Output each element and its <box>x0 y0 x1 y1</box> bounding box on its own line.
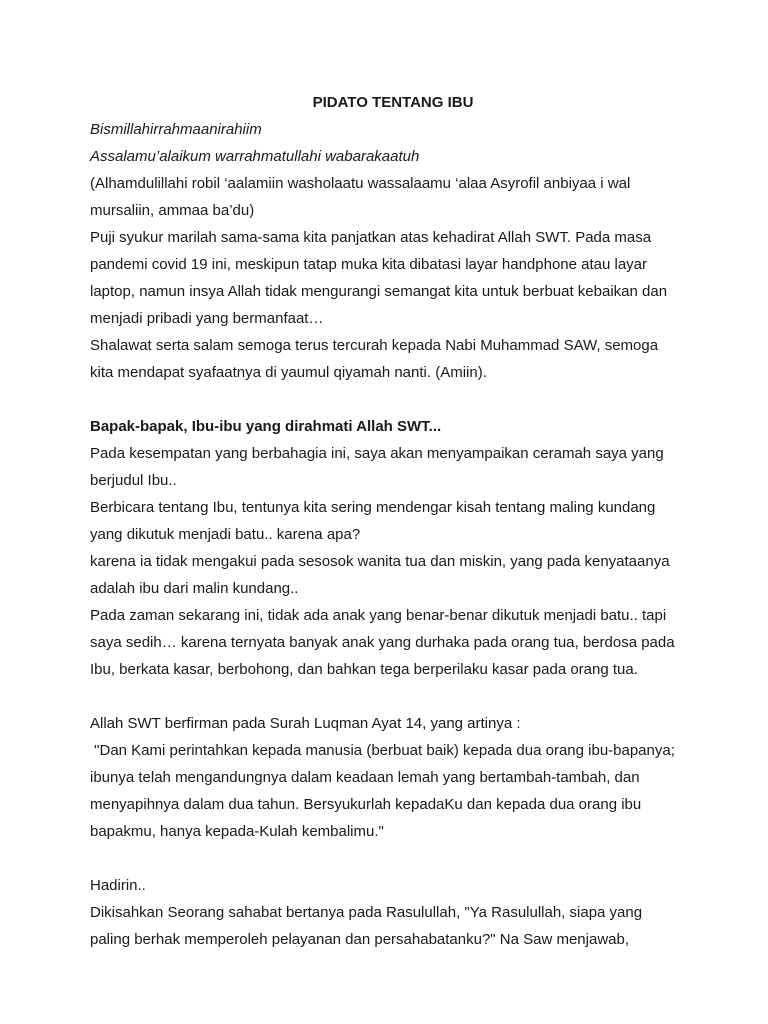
quote-line: bapakmu, hanya kepada-Kulah kembalimu." <box>90 823 384 840</box>
paragraph-line: Pada zaman sekarang ini, tidak ada anak yang benar-benar dikutuk menjadi batu.. tapi <box>90 607 667 624</box>
paragraph-line: Berbicara tentang Ibu, tentunya kita sering mendengar kisah tentang maling kundang <box>90 499 656 516</box>
quote-line: menyapihnya dalam dua tahun. Bersyukurlah kepadaKu dan kepada dua orang ibu <box>90 796 642 813</box>
quote-line: "Dan Kami perintahkan kepada manusia (berbuat baik) kepada dua orang ibu-bapanya; <box>90 742 675 759</box>
opening-basmalah: Bismillahirrahmaanirahiim <box>90 121 262 138</box>
paragraph-line: (Alhamdulillahi robil ‘aalamiin washolaatu wassalaamu ‘alaa Asyrofil anbiyaa i wal <box>90 175 631 192</box>
paragraph-line: paling berhak memperoleh pelayanan dan persahabatanku?" Na Saw menjawab, <box>90 931 630 948</box>
paragraph-line: adalah ibu dari malin kundang.. <box>90 580 299 597</box>
paragraph-line: yang dikutuk menjadi batu.. karena apa? <box>90 526 361 543</box>
blank-line <box>90 386 690 413</box>
paragraph-line: pandemi covid 19 ini, meskipun tatap muka kita dibatasi layar handphone atau layar <box>90 256 648 273</box>
opening-salam: Assalamu’alaikum warrahmatullahi wabarakaatuh <box>90 148 420 165</box>
paragraph-line: laptop, namun insya Allah tidak mengurangi semangat kita untuk berbuat kebaikan dan <box>90 283 668 300</box>
paragraph-line: saya sedih… karena ternyata banyak anak yang durhaka pada orang tua, berdosa pada <box>90 634 675 651</box>
paragraph-line: Ibu, berkata kasar, berbohong, dan bahkan tega berperilaku kasar pada orang tua. <box>90 661 638 678</box>
blank-line <box>90 845 690 872</box>
paragraph-line: Hadirin.. <box>90 877 146 894</box>
paragraph-line: kita mendapat syafaatnya di yaumul qiyamah nanti. (Amiin). <box>90 364 487 381</box>
paragraph-line: Shalawat serta salam semoga terus tercurah kepada Nabi Muhammad SAW, semoga <box>90 337 659 354</box>
paragraph-line: Pada kesempatan yang berbahagia ini, saya akan menyampaikan ceramah saya yang <box>90 445 664 462</box>
paragraph-line: Allah SWT berfirman pada Surah Luqman Ayat 14, yang artinya : <box>90 715 521 732</box>
blank-line <box>90 683 690 710</box>
paragraph-line: karena ia tidak mengakui pada sesosok wanita tua dan miskin, yang pada kenyataanya <box>90 553 670 570</box>
quote-line: ibunya telah mengandungnya dalam keadaan lemah yang bertambah-tambah, dan <box>90 769 640 786</box>
paragraph-line: mursaliin, ammaa ba’du) <box>90 202 255 219</box>
section-heading: Bapak-bapak, Ibu-ibu yang dirahmati Allah SWT... <box>90 418 442 435</box>
document-body <box>90 92 690 953</box>
paragraph-line: Dikisahkan Seorang sahabat bertanya pada Rasulullah, "Ya Rasulullah, siapa yang <box>90 904 643 921</box>
paragraph-line: berjudul Ibu.. <box>90 472 177 489</box>
paragraph-line: menjadi pribadi yang bermanfaat… <box>90 310 324 327</box>
paragraph-line: Puji syukur marilah sama-sama kita panjatkan atas kehadirat Allah SWT. Pada masa <box>90 229 652 246</box>
page-title: PIDATO TENTANG IBU <box>312 94 474 111</box>
